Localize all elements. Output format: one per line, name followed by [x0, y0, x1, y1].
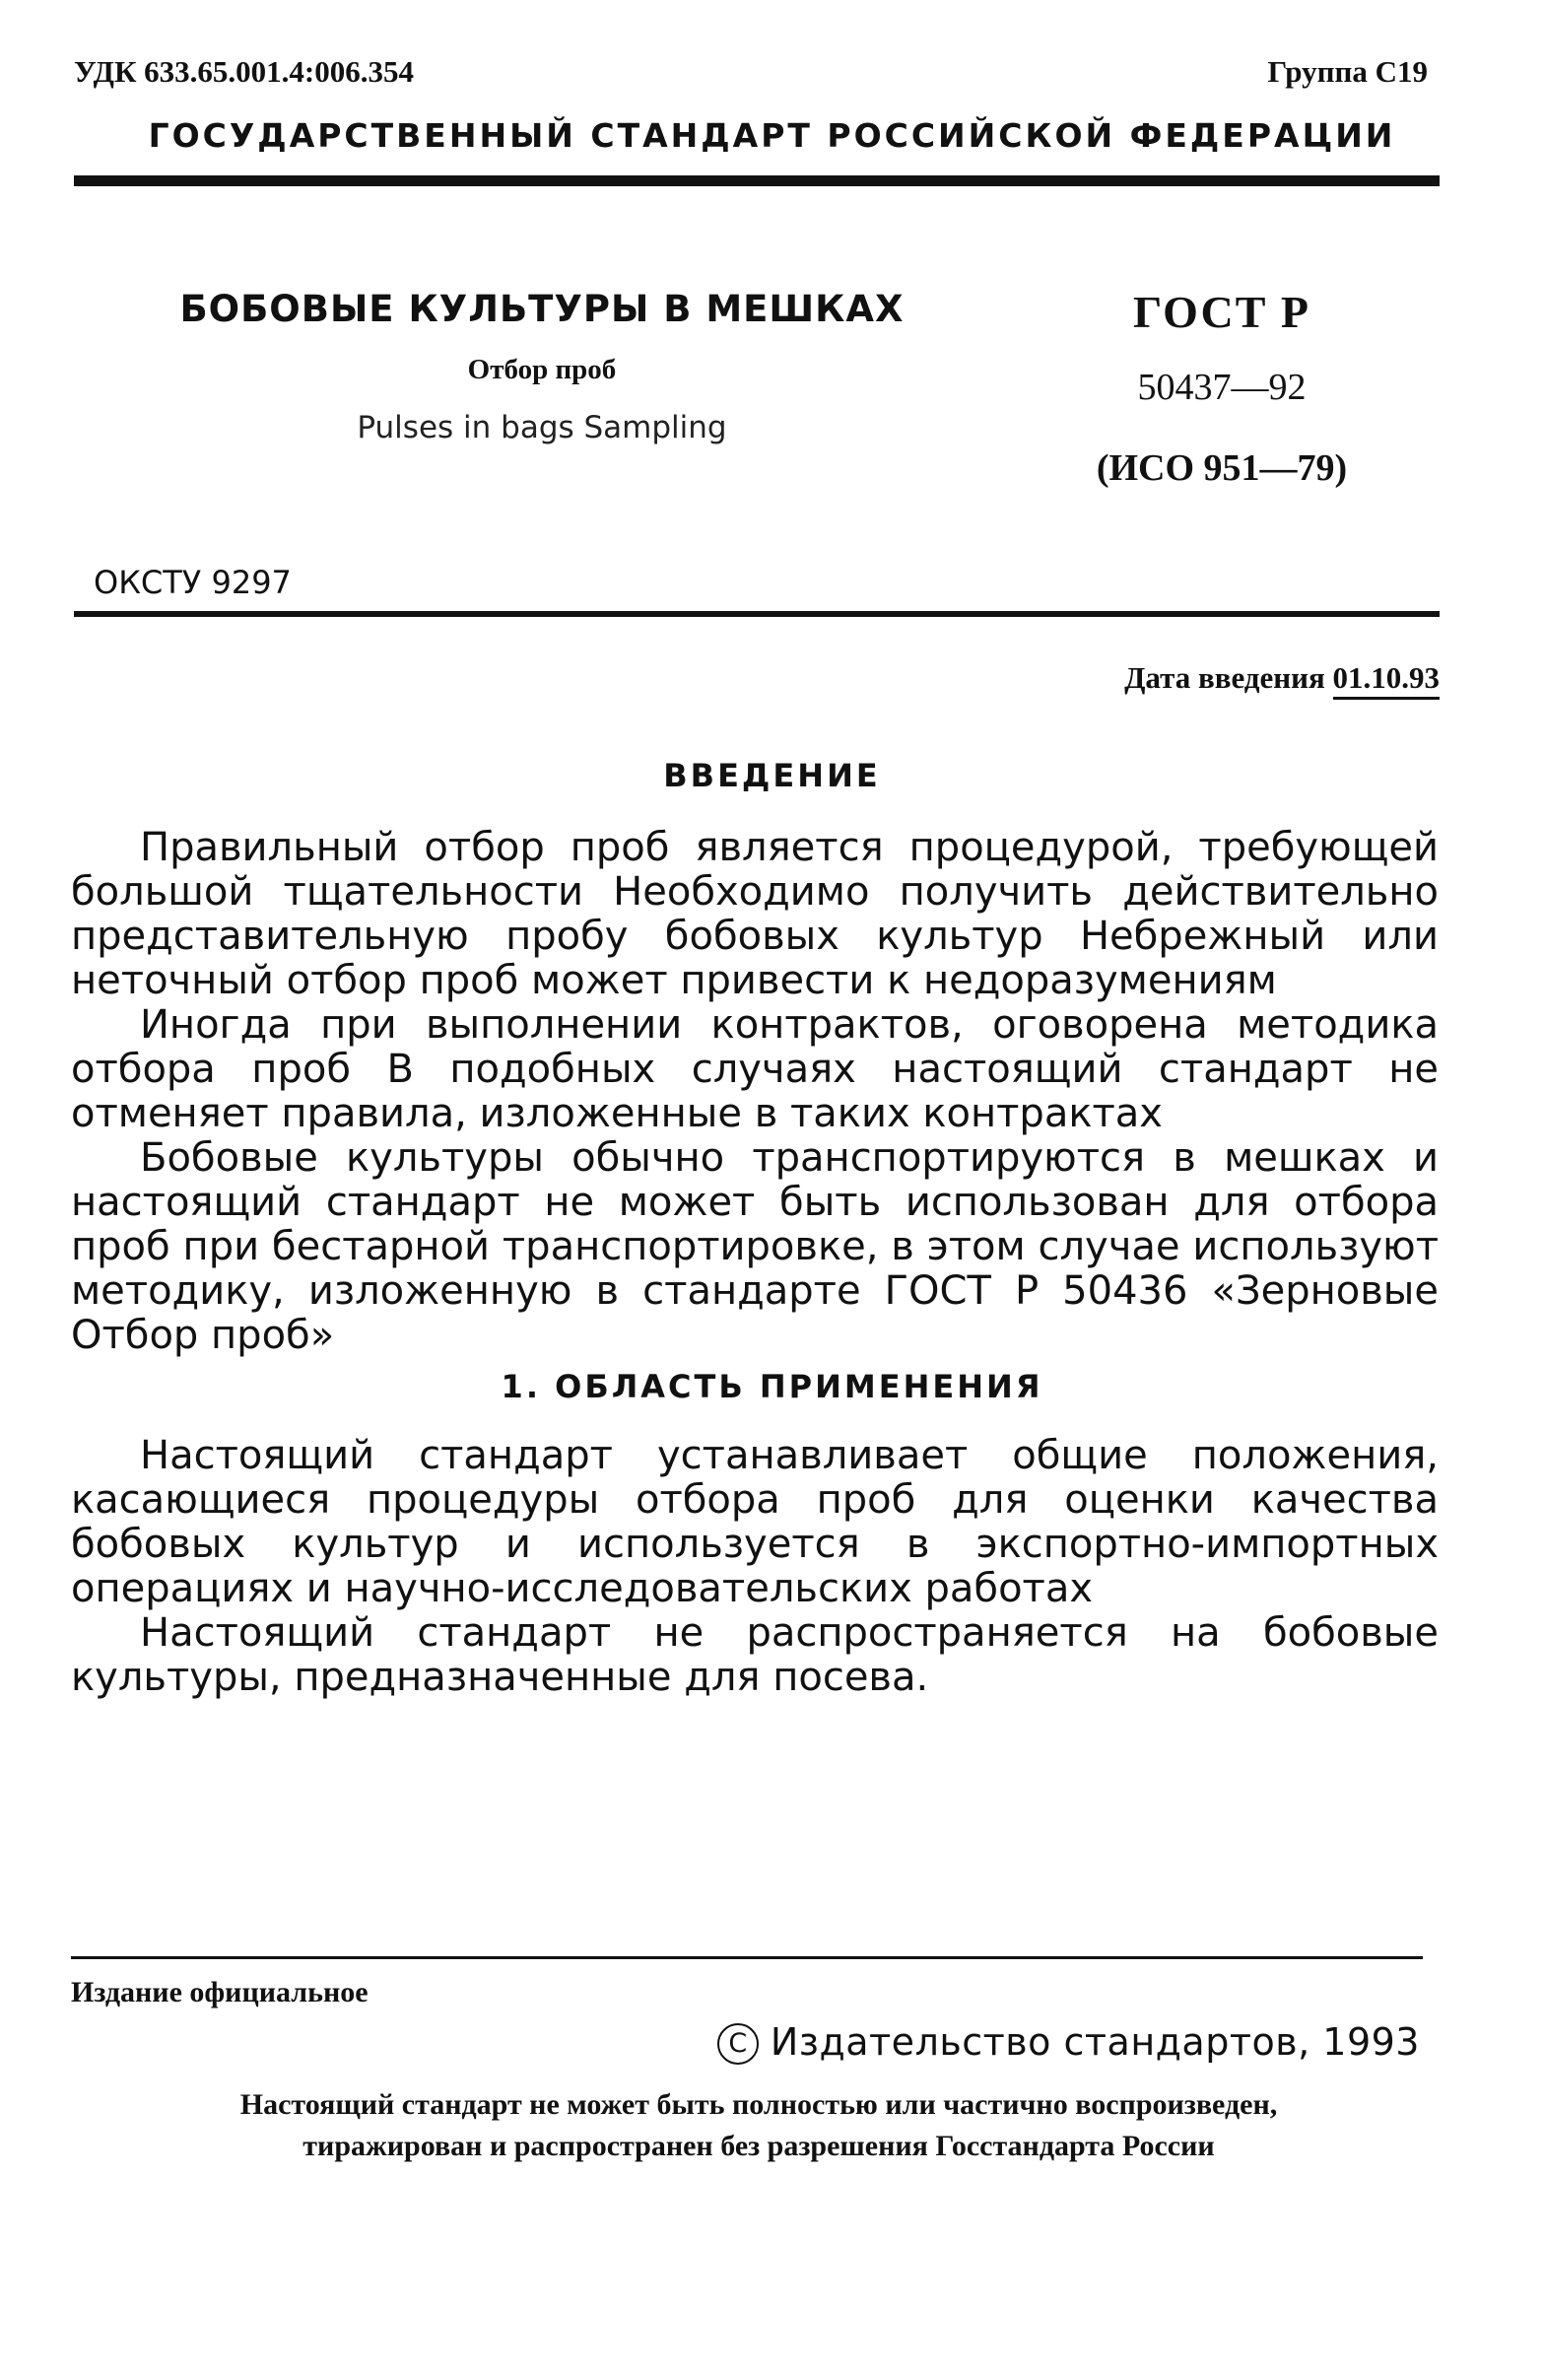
udk-code: УДК 633.65.001.4:006.354 [74, 54, 414, 89]
footer-rule [71, 1956, 1423, 1959]
copyright-icon: C [717, 2023, 759, 2065]
introduction-date-label: Дата введения [1124, 660, 1325, 695]
document-title-english: Pulses in bags Sampling [357, 410, 727, 445]
paragraph: Настоящий стандарт не распространяется на бобовые культуры, предназначенные для посева. [71, 1610, 1439, 1700]
gost-code: ГОСТ Р [1133, 287, 1310, 337]
notice-line: Настоящий стандарт не может быть полностью или частично воспроизведен, [239, 2088, 1278, 2121]
introduction-heading: ВВЕДЕНИЕ [663, 757, 881, 794]
header-rule [74, 175, 1440, 186]
reproduction-notice [79, 2084, 1439, 2167]
title-block [177, 288, 906, 445]
iso-reference: (ИСО 951—79) [1096, 447, 1348, 489]
copyright-text: Издательство стандартов, 1993 [770, 2020, 1420, 2064]
official-edition-label: Издание официальное [71, 1976, 369, 2008]
gost-number: 50437—92 [1137, 367, 1307, 408]
paragraph: Настоящий стандарт устанавливает общие положения, касающиеся процедуры отбора проб для оценки качества бобовых культур и используется в экспортно-импортных операциях и научно-исследовательских работах [71, 1433, 1439, 1611]
scope-body [71, 1434, 1439, 1700]
authority-header: ГОСУДАРСТВЕННЫЙ СТАНДАРТ РОССИЙСКОЙ ФЕДЕРАЦИИ [148, 116, 1396, 155]
paragraph: Бобовые культуры обычно транспортируются в мешках и настоящий стандарт не может быть использован для отбора проб при бестарной транспортировке, в этом случае используют методику, изложенную в стандарте ГОСТ Р 50436 «Зерновые Отбор проб» [71, 1135, 1439, 1358]
document-title: БОБОВЫЕ КУЛЬТУРЫ В МЕШКАХ [179, 288, 905, 330]
section-rule [74, 611, 1440, 617]
introduction-date-value: 01.10.93 [1333, 660, 1441, 700]
document-subtitle: Отбор проб [467, 354, 617, 385]
paragraph: Правильный отбор проб является процедурой, требующей большой тщательности Необходимо получить действительно представительную пробу бобовых культур Небрежный или неточный отбор проб может привести к недоразумениям [71, 825, 1439, 1003]
paragraph: Иногда при выполнении контрактов, оговорена методика отбора проб В подобных случаях настоящий стандарт не отменяет правила, изложенные в таких контрактах [71, 1002, 1439, 1136]
group-code: Группа С19 [1267, 54, 1428, 89]
okstu-code: ОКСТУ 9297 [94, 564, 292, 601]
introduction-date [1124, 660, 1440, 696]
scope-heading: 1. ОБЛАСТЬ ПРИМЕНЕНИЯ [501, 1368, 1043, 1405]
notice-line: тиражирован и распространен без разрешения Госстандарта России [302, 2130, 1215, 2162]
introduction-body [71, 826, 1439, 1358]
copyright-line [717, 2020, 1420, 2065]
gost-block [1064, 286, 1379, 490]
